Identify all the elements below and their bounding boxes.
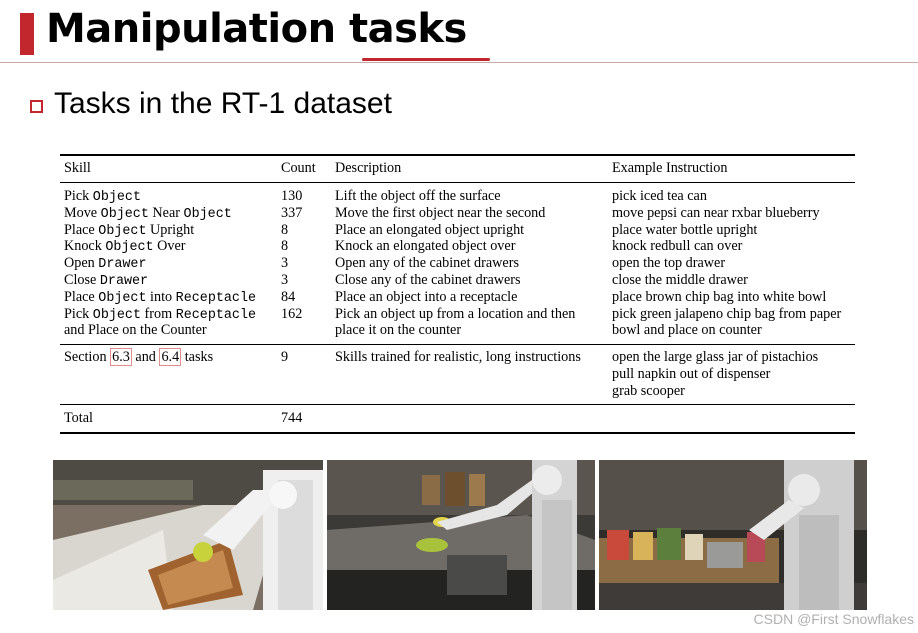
skill-text: Over [153,238,186,255]
title-underline-accent [362,58,490,61]
total-count: 744 [281,410,303,426]
title-divider [0,62,918,63]
table-row-example: knock redbull can over [612,238,743,255]
table-row-description: Close any of the cabinet drawers [335,272,521,288]
section-row-example: open the large glass jar of pistachios [612,349,819,365]
skill-text: Knock [64,238,106,255]
skill-text: from [141,305,176,322]
skill-argument: Object [92,307,141,323]
skill-text: tasks [181,349,214,365]
table-row-description: Knock an elongated object over [335,238,516,255]
skill-argument: Drawer [99,274,149,289]
table-rule-total [60,404,855,405]
robot-photos [53,460,867,610]
table-row-count: 3 [281,272,289,288]
skill-text: into [146,288,176,305]
table-row-example: bowl and place on counter [612,322,762,339]
header-example: Example Instruction [612,160,728,176]
skill-argument: Object [98,290,147,306]
section-row-example: pull napkin out of dispenser [612,365,771,382]
skill-text: Place [64,221,99,238]
skill-text: and Place on the Counter [64,322,207,339]
table-row-skill [64,322,207,339]
skill-text: and [131,349,160,365]
table-row-example: pick green jalapeno chip bag from paper [612,305,842,322]
header-description: Description [335,160,402,176]
skill-text: Open [64,255,99,272]
table-row-count: 8 [281,238,289,255]
bullet-marker [30,100,43,113]
bullet-text: Tasks in the RT-1 dataset [54,87,392,120]
table-row-example: pick iced tea can [612,188,707,204]
skill-argument: Object [183,206,232,222]
table-row-count: 162 [281,305,303,322]
section-row-count: 9 [281,349,289,365]
table-row-count: 337 [281,204,303,221]
skill-text: Move [64,204,101,221]
table-row-description: Pick an object up from a location and then [335,305,576,322]
robot-photo-counter [327,460,595,610]
section-ref[interactable]: 6.4 [161,349,180,365]
robot-photo-snacks [599,460,867,610]
skill-argument: Receptacle [175,290,257,306]
table-rule-top [60,154,855,156]
skill-text: Pick [64,305,93,322]
slide-title: Manipulation tasks [46,6,467,52]
skill-argument: Object [100,206,149,222]
skill-text: Upright [146,221,195,238]
section-row-description: Skills trained for realistic, long instructions [335,349,581,365]
table-row-example: move pepsi can near rxbar blueberry [612,204,820,221]
table-row-count: 3 [281,255,289,272]
section-ref[interactable]: 6.3 [112,349,130,365]
skill-text: Pick [64,188,93,204]
header-count: Count [281,160,316,176]
watermark: CSDN @First Snowflakes [753,611,914,627]
table-row-count: 8 [281,221,289,238]
skill-argument: Receptacle [175,307,257,323]
section-row-skill [64,349,213,366]
section-row-example: grab scooper [612,382,685,399]
table-row-example: place brown chip bag into white bowl [612,288,827,305]
skill-argument: Object [98,223,147,239]
table-row-description: Place an object into a receptacle [335,288,518,305]
total-label: Total [64,410,93,426]
skill-text: Near [148,204,184,221]
table-row-description: Open any of the cabinet drawers [335,255,519,272]
skill-argument: Object [92,190,141,205]
skill-text: Place [64,288,99,305]
table-rule-section [60,344,855,345]
table-row-description: place it on the counter [335,322,462,339]
table-row-description: Lift the object off the surface [335,188,501,204]
table-row-description: Move the first object near the second [335,204,546,221]
table-rule-header [60,182,855,183]
skill-argument: Object [105,240,154,256]
table-row-example: place water bottle upright [612,221,758,238]
table-row-example: open the top drawer [612,255,726,272]
table-row-description: Place an elongated object upright [335,221,525,238]
table-row-count: 130 [281,188,303,204]
header-skill: Skill [64,160,91,176]
table-rule-bottom [60,432,855,434]
robot-photo-drawer [53,460,323,610]
skill-argument: Drawer [98,257,147,273]
table-row-count: 84 [281,288,296,305]
skill-text: Section [64,349,111,365]
skill-text: Close [64,272,100,288]
title-accent-bar [20,13,34,55]
table-row-example: close the middle drawer [612,272,748,288]
